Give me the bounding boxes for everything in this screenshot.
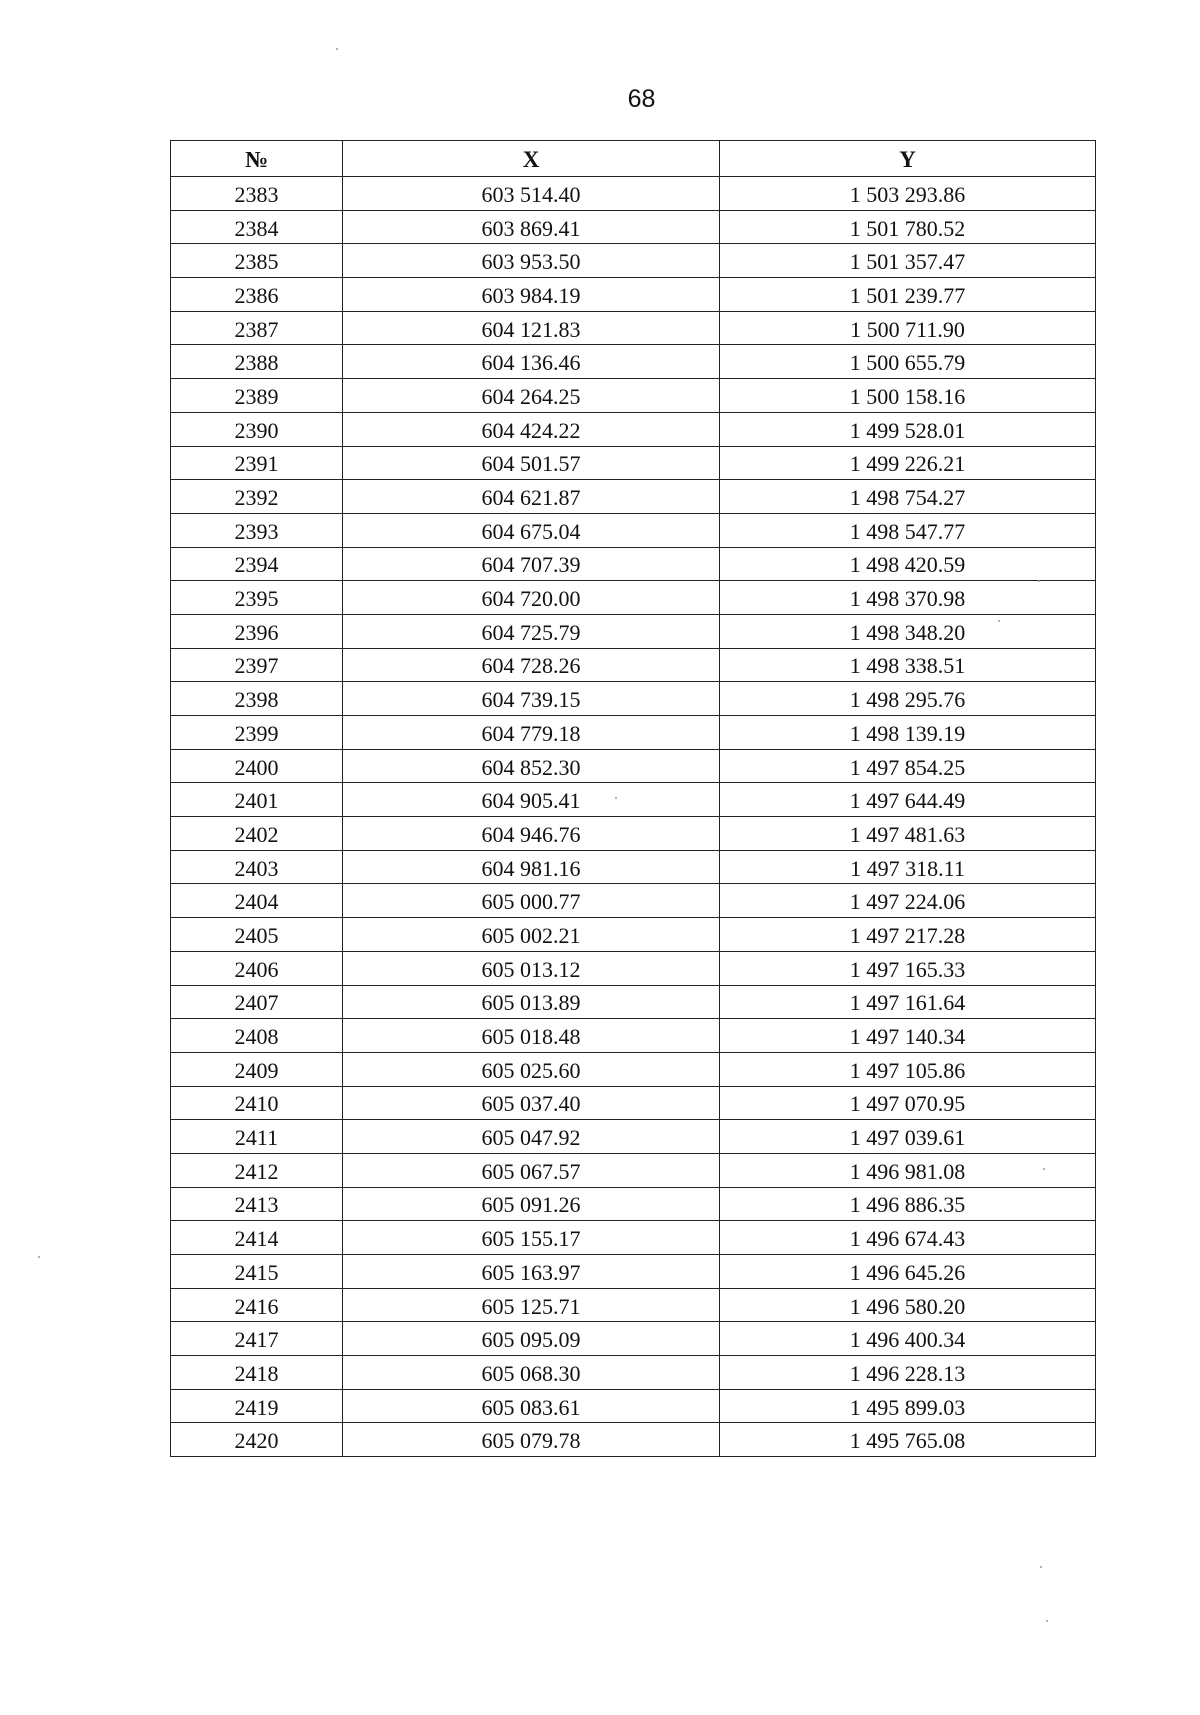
- table-row: [171, 412, 1096, 446]
- scan-speck: [1040, 1566, 1042, 1568]
- x-coordinate-cell: 605 163.97: [343, 1255, 720, 1289]
- y-coordinate-cell: 1 497 161.64: [720, 985, 1096, 1019]
- page-number: 68: [627, 85, 656, 113]
- y-coordinate-cell: 1 497 105.86: [720, 1052, 1096, 1086]
- y-coordinate-cell: 1 497 140.34: [720, 1019, 1096, 1053]
- table-row: [171, 1288, 1096, 1322]
- scan-speck: [615, 797, 617, 799]
- table-row: [171, 1221, 1096, 1255]
- table-row: [171, 1187, 1096, 1221]
- x-coordinate-cell: 604 852.30: [343, 749, 720, 783]
- x-coordinate-cell: 605 068.30: [343, 1356, 720, 1390]
- x-coordinate-cell: 604 946.76: [343, 817, 720, 851]
- y-coordinate-cell: 1 496 886.35: [720, 1187, 1096, 1221]
- column-header-x: X: [343, 141, 720, 177]
- table-row: [171, 345, 1096, 379]
- point-number-cell: 2388: [171, 345, 343, 379]
- x-coordinate-cell: 604 720.00: [343, 581, 720, 615]
- x-coordinate-cell: 603 869.41: [343, 210, 720, 244]
- point-number-cell: 2416: [171, 1288, 343, 1322]
- x-coordinate-cell: 605 083.61: [343, 1389, 720, 1423]
- x-coordinate-cell: 604 136.46: [343, 345, 720, 379]
- point-number-cell: 2414: [171, 1221, 343, 1255]
- y-coordinate-cell: 1 497 318.11: [720, 850, 1096, 884]
- point-number-cell: 2419: [171, 1389, 343, 1423]
- y-coordinate-cell: 1 498 547.77: [720, 513, 1096, 547]
- point-number-cell: 2403: [171, 850, 343, 884]
- y-coordinate-cell: 1 503 293.86: [720, 177, 1096, 211]
- point-number-cell: 2400: [171, 749, 343, 783]
- y-coordinate-cell: 1 498 348.20: [720, 614, 1096, 648]
- x-coordinate-cell: 605 002.21: [343, 918, 720, 952]
- point-number-cell: 2383: [171, 177, 343, 211]
- x-coordinate-cell: 605 047.92: [343, 1120, 720, 1154]
- y-coordinate-cell: 1 498 295.76: [720, 682, 1096, 716]
- table-row: [171, 1255, 1096, 1289]
- point-number-cell: 2385: [171, 244, 343, 278]
- point-number-cell: 2390: [171, 412, 343, 446]
- y-coordinate-cell: 1 495 899.03: [720, 1389, 1096, 1423]
- y-coordinate-cell: 1 500 711.90: [720, 311, 1096, 345]
- x-coordinate-cell: 604 707.39: [343, 547, 720, 581]
- y-coordinate-cell: 1 499 528.01: [720, 412, 1096, 446]
- table-row: [171, 480, 1096, 514]
- table-header-row: [171, 141, 1096, 177]
- x-coordinate-cell: 604 621.87: [343, 480, 720, 514]
- point-number-cell: 2415: [171, 1255, 343, 1289]
- y-coordinate-cell: 1 501 357.47: [720, 244, 1096, 278]
- x-coordinate-cell: 604 725.79: [343, 614, 720, 648]
- table-row: [171, 1322, 1096, 1356]
- table-row: [171, 850, 1096, 884]
- x-coordinate-cell: 604 121.83: [343, 311, 720, 345]
- point-number-cell: 2395: [171, 581, 343, 615]
- table-row: [171, 1389, 1096, 1423]
- table-row: [171, 513, 1096, 547]
- x-coordinate-cell: 605 067.57: [343, 1153, 720, 1187]
- point-number-cell: 2420: [171, 1423, 343, 1457]
- y-coordinate-cell: 1 501 239.77: [720, 278, 1096, 312]
- x-coordinate-cell: 604 501.57: [343, 446, 720, 480]
- point-number-cell: 2418: [171, 1356, 343, 1390]
- x-coordinate-cell: 604 739.15: [343, 682, 720, 716]
- scan-speck: [38, 1256, 40, 1258]
- y-coordinate-cell: 1 497 224.06: [720, 884, 1096, 918]
- table-row: [171, 278, 1096, 312]
- point-number-cell: 2407: [171, 985, 343, 1019]
- table-row: [171, 210, 1096, 244]
- table-row: [171, 682, 1096, 716]
- x-coordinate-cell: 604 779.18: [343, 716, 720, 750]
- table-row: [171, 1153, 1096, 1187]
- table-row: [171, 817, 1096, 851]
- table-row: [171, 648, 1096, 682]
- y-coordinate-cell: 1 496 228.13: [720, 1356, 1096, 1390]
- table-row: [171, 884, 1096, 918]
- y-coordinate-cell: 1 497 070.95: [720, 1086, 1096, 1120]
- x-coordinate-cell: 605 079.78: [343, 1423, 720, 1457]
- table-row: [171, 311, 1096, 345]
- point-number-cell: 2391: [171, 446, 343, 480]
- y-coordinate-cell: 1 496 674.43: [720, 1221, 1096, 1255]
- column-header-number: №: [171, 141, 343, 177]
- table-row: [171, 379, 1096, 413]
- table-row: [171, 749, 1096, 783]
- point-number-cell: 2386: [171, 278, 343, 312]
- y-coordinate-cell: 1 496 400.34: [720, 1322, 1096, 1356]
- table-row: [171, 547, 1096, 581]
- x-coordinate-cell: 605 125.71: [343, 1288, 720, 1322]
- point-number-cell: 2396: [171, 614, 343, 648]
- x-coordinate-cell: 605 155.17: [343, 1221, 720, 1255]
- x-coordinate-cell: 604 905.41: [343, 783, 720, 817]
- point-number-cell: 2404: [171, 884, 343, 918]
- x-coordinate-cell: 603 953.50: [343, 244, 720, 278]
- y-coordinate-cell: 1 497 481.63: [720, 817, 1096, 851]
- x-coordinate-cell: 605 025.60: [343, 1052, 720, 1086]
- point-number-cell: 2410: [171, 1086, 343, 1120]
- point-number-cell: 2402: [171, 817, 343, 851]
- y-coordinate-cell: 1 497 217.28: [720, 918, 1096, 952]
- point-number-cell: 2389: [171, 379, 343, 413]
- table-row: [171, 614, 1096, 648]
- point-number-cell: 2394: [171, 547, 343, 581]
- x-coordinate-cell: 604 264.25: [343, 379, 720, 413]
- y-coordinate-cell: 1 496 580.20: [720, 1288, 1096, 1322]
- point-number-cell: 2384: [171, 210, 343, 244]
- y-coordinate-cell: 1 498 338.51: [720, 648, 1096, 682]
- y-coordinate-cell: 1 497 854.25: [720, 749, 1096, 783]
- table-row: [171, 1052, 1096, 1086]
- x-coordinate-cell: 604 728.26: [343, 648, 720, 682]
- point-number-cell: 2397: [171, 648, 343, 682]
- y-coordinate-cell: 1 498 420.59: [720, 547, 1096, 581]
- table-row: [171, 1120, 1096, 1154]
- y-coordinate-cell: 1 501 780.52: [720, 210, 1096, 244]
- y-coordinate-cell: 1 498 139.19: [720, 716, 1096, 750]
- scan-speck: [998, 620, 1000, 622]
- point-number-cell: 2409: [171, 1052, 343, 1086]
- x-coordinate-cell: 605 000.77: [343, 884, 720, 918]
- x-coordinate-cell: 604 424.22: [343, 412, 720, 446]
- point-number-cell: 2408: [171, 1019, 343, 1053]
- table-row: [171, 951, 1096, 985]
- table-row: [171, 1423, 1096, 1457]
- point-number-cell: 2405: [171, 918, 343, 952]
- table-row: [171, 177, 1096, 211]
- point-number-cell: 2417: [171, 1322, 343, 1356]
- y-coordinate-cell: 1 496 981.08: [720, 1153, 1096, 1187]
- point-number-cell: 2398: [171, 682, 343, 716]
- x-coordinate-cell: 605 095.09: [343, 1322, 720, 1356]
- x-coordinate-cell: 603 514.40: [343, 177, 720, 211]
- table-row: [171, 716, 1096, 750]
- y-coordinate-cell: 1 496 645.26: [720, 1255, 1096, 1289]
- x-coordinate-cell: 603 984.19: [343, 278, 720, 312]
- point-number-cell: 2406: [171, 951, 343, 985]
- y-coordinate-cell: 1 497 644.49: [720, 783, 1096, 817]
- point-number-cell: 2412: [171, 1153, 343, 1187]
- x-coordinate-cell: 604 981.16: [343, 850, 720, 884]
- point-number-cell: 2401: [171, 783, 343, 817]
- scan-speck: [336, 48, 338, 50]
- point-number-cell: 2392: [171, 480, 343, 514]
- table-row: [171, 918, 1096, 952]
- coordinates-table: [170, 140, 1096, 1457]
- y-coordinate-cell: 1 499 226.21: [720, 446, 1096, 480]
- x-coordinate-cell: 605 013.12: [343, 951, 720, 985]
- point-number-cell: 2399: [171, 716, 343, 750]
- y-coordinate-cell: 1 495 765.08: [720, 1423, 1096, 1457]
- y-coordinate-cell: 1 498 370.98: [720, 581, 1096, 615]
- x-coordinate-cell: 604 675.04: [343, 513, 720, 547]
- table-body: [171, 177, 1096, 1457]
- scan-speck: [1043, 1168, 1045, 1170]
- y-coordinate-cell: 1 497 165.33: [720, 951, 1096, 985]
- table-row: [171, 244, 1096, 278]
- table-row: [171, 783, 1096, 817]
- column-header-y: Y: [720, 141, 1096, 177]
- y-coordinate-cell: 1 500 655.79: [720, 345, 1096, 379]
- scan-speck: [1038, 580, 1040, 582]
- x-coordinate-cell: 605 013.89: [343, 985, 720, 1019]
- point-number-cell: 2411: [171, 1120, 343, 1154]
- table-row: [171, 1019, 1096, 1053]
- table-row: [171, 1356, 1096, 1390]
- point-number-cell: 2393: [171, 513, 343, 547]
- table-row: [171, 985, 1096, 1019]
- x-coordinate-cell: 605 037.40: [343, 1086, 720, 1120]
- y-coordinate-cell: 1 497 039.61: [720, 1120, 1096, 1154]
- table-row: [171, 581, 1096, 615]
- y-coordinate-cell: 1 500 158.16: [720, 379, 1096, 413]
- y-coordinate-cell: 1 498 754.27: [720, 480, 1096, 514]
- table-row: [171, 446, 1096, 480]
- scan-speck: [1046, 1620, 1048, 1622]
- point-number-cell: 2413: [171, 1187, 343, 1221]
- x-coordinate-cell: 605 091.26: [343, 1187, 720, 1221]
- x-coordinate-cell: 605 018.48: [343, 1019, 720, 1053]
- point-number-cell: 2387: [171, 311, 343, 345]
- table-row: [171, 1086, 1096, 1120]
